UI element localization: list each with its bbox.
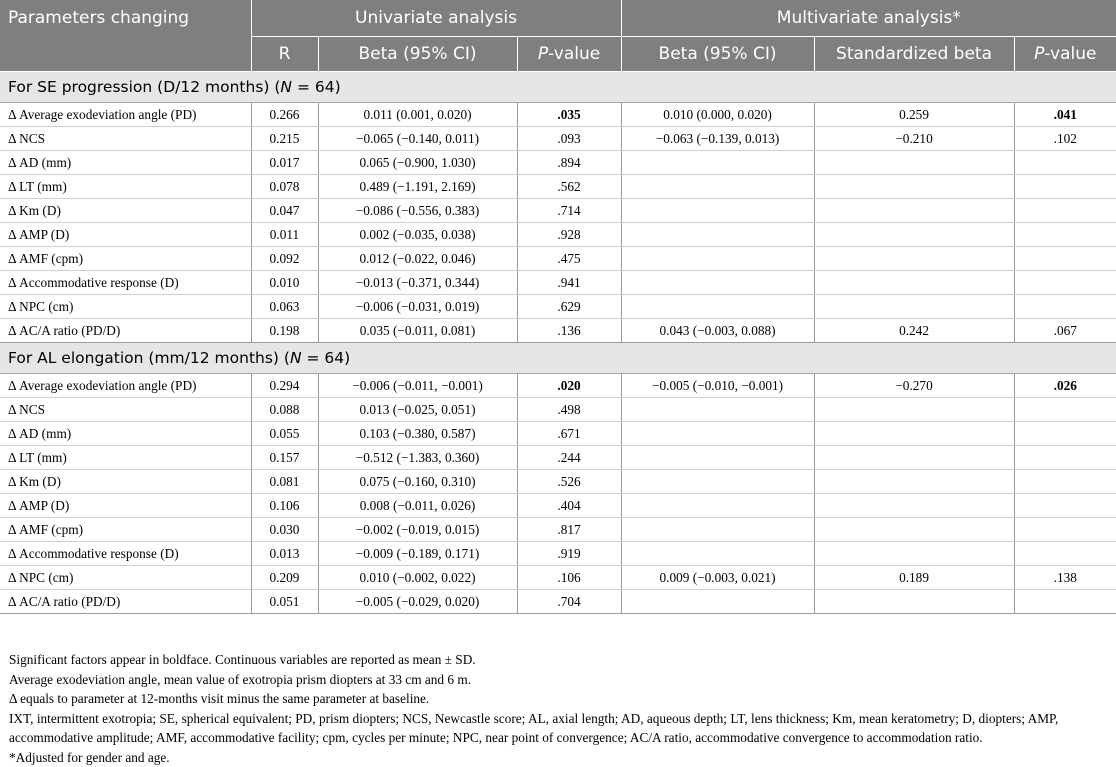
table-row bbox=[0, 542, 1116, 566]
table-row bbox=[0, 199, 1116, 223]
parameter-cell: Δ NCS bbox=[0, 398, 251, 422]
beta-univariate-cell: −0.065 (−0.140, 0.011) bbox=[318, 127, 517, 151]
p-value-univariate-cell: .919 bbox=[517, 542, 621, 566]
p-value-univariate-cell: .894 bbox=[517, 151, 621, 175]
beta-multivariate-cell: −0.063 (−0.139, 0.013) bbox=[621, 127, 814, 151]
section-header-row bbox=[0, 343, 1116, 374]
p-value-multivariate-cell: .138 bbox=[1014, 566, 1116, 590]
beta-multivariate-cell bbox=[621, 271, 814, 295]
parameter-cell: Δ NCS bbox=[0, 127, 251, 151]
standardized-beta-cell bbox=[814, 247, 1014, 271]
parameter-cell: Δ Accommodative response (D) bbox=[0, 542, 251, 566]
p-value-multivariate-cell bbox=[1014, 271, 1116, 295]
beta-multivariate-cell bbox=[621, 470, 814, 494]
table-row bbox=[0, 398, 1116, 422]
standardized-beta-cell bbox=[814, 175, 1014, 199]
parameter-cell: Δ Km (D) bbox=[0, 199, 251, 223]
beta-univariate-cell: 0.103 (−0.380, 0.587) bbox=[318, 422, 517, 446]
p-value-univariate-cell: .093 bbox=[517, 127, 621, 151]
standardized-beta-cell: 0.259 bbox=[814, 103, 1014, 127]
p-value-multivariate-cell bbox=[1014, 518, 1116, 542]
standardized-beta-cell bbox=[814, 199, 1014, 223]
p-value-multivariate-cell: .102 bbox=[1014, 127, 1116, 151]
section-header-row bbox=[0, 72, 1116, 103]
beta-multivariate-cell bbox=[621, 295, 814, 319]
beta-univariate-cell: −0.005 (−0.029, 0.020) bbox=[318, 590, 517, 614]
r-cell: 0.106 bbox=[251, 494, 318, 518]
table-row bbox=[0, 566, 1116, 590]
beta-multivariate-cell: −0.005 (−0.010, −0.001) bbox=[621, 374, 814, 398]
p-value-univariate-cell: .704 bbox=[517, 590, 621, 614]
table-row bbox=[0, 470, 1116, 494]
beta-univariate-cell: −0.086 (−0.556, 0.383) bbox=[318, 199, 517, 223]
beta-multivariate-cell bbox=[621, 422, 814, 446]
standardized-beta-cell bbox=[814, 223, 1014, 247]
standardized-beta-cell bbox=[814, 398, 1014, 422]
parameter-cell: Δ LT (mm) bbox=[0, 175, 251, 199]
r-cell: 0.209 bbox=[251, 566, 318, 590]
beta-multivariate-cell bbox=[621, 175, 814, 199]
beta-univariate-cell: 0.011 (0.001, 0.020) bbox=[318, 103, 517, 127]
parameter-cell: Δ Accommodative response (D) bbox=[0, 271, 251, 295]
r-cell: 0.010 bbox=[251, 271, 318, 295]
section-title bbox=[0, 72, 1116, 103]
p-value-multivariate-cell bbox=[1014, 199, 1116, 223]
table-row bbox=[0, 295, 1116, 319]
p-value-univariate-cell: .244 bbox=[517, 446, 621, 470]
table-row bbox=[0, 518, 1116, 542]
beta-univariate-cell: −0.006 (−0.031, 0.019) bbox=[318, 295, 517, 319]
beta-univariate-cell: −0.512 (−1.383, 0.360) bbox=[318, 446, 517, 470]
p-value-multivariate-cell bbox=[1014, 247, 1116, 271]
standardized-beta-cell: 0.242 bbox=[814, 319, 1014, 343]
parameter-cell: Δ AD (mm) bbox=[0, 422, 251, 446]
table-row bbox=[0, 247, 1116, 271]
beta-multivariate-cell bbox=[621, 199, 814, 223]
beta-univariate-column-header: Beta (95% CI) bbox=[318, 37, 517, 72]
standardized-beta-cell bbox=[814, 470, 1014, 494]
standardized-beta-cell: 0.189 bbox=[814, 566, 1014, 590]
section-title bbox=[0, 343, 1116, 374]
beta-univariate-cell: 0.065 (−0.900, 1.030) bbox=[318, 151, 517, 175]
parameter-cell: Δ AMP (D) bbox=[0, 223, 251, 247]
parameter-cell: Δ NPC (cm) bbox=[0, 566, 251, 590]
parameters-column-header: Parameters changing bbox=[0, 0, 251, 72]
p-value-univariate-cell: .714 bbox=[517, 199, 621, 223]
parameter-cell: Δ Km (D) bbox=[0, 470, 251, 494]
r-cell: 0.092 bbox=[251, 247, 318, 271]
p-value-multivariate-cell: .041 bbox=[1014, 103, 1116, 127]
p-value-multivariate-cell bbox=[1014, 590, 1116, 614]
beta-multivariate-cell bbox=[621, 590, 814, 614]
table-row bbox=[0, 319, 1116, 343]
section-title-prefix: For SE progression (D/12 months) ( bbox=[8, 78, 280, 96]
standardized-beta-cell bbox=[814, 295, 1014, 319]
r-cell: 0.294 bbox=[251, 374, 318, 398]
r-cell: 0.013 bbox=[251, 542, 318, 566]
parameter-cell: Δ AMF (cpm) bbox=[0, 247, 251, 271]
table-row bbox=[0, 223, 1116, 247]
r-cell: 0.047 bbox=[251, 199, 318, 223]
table-row bbox=[0, 175, 1116, 199]
r-cell: 0.078 bbox=[251, 175, 318, 199]
multivariate-group-header: Multivariate analysis* bbox=[621, 0, 1116, 37]
section-title-suffix: = 64) bbox=[302, 349, 351, 367]
beta-univariate-cell: 0.013 (−0.025, 0.051) bbox=[318, 398, 517, 422]
beta-univariate-cell: −0.006 (−0.011, −0.001) bbox=[318, 374, 517, 398]
table-row bbox=[0, 590, 1116, 614]
section-title-n: N bbox=[280, 78, 292, 96]
beta-univariate-cell: 0.489 (−1.191, 2.169) bbox=[318, 175, 517, 199]
p-value-multivariate-cell bbox=[1014, 223, 1116, 247]
table-footnotes bbox=[9, 650, 1113, 767]
standardized-beta-column-header: Standardized beta bbox=[814, 37, 1014, 72]
beta-multivariate-cell: 0.009 (−0.003, 0.021) bbox=[621, 566, 814, 590]
p-value-multivariate-cell bbox=[1014, 446, 1116, 470]
p-value-multivariate-cell bbox=[1014, 175, 1116, 199]
footnote: Average exodeviation angle, mean value of exotropia prism diopters at 33 cm and 6 m. bbox=[9, 670, 1113, 690]
r-cell: 0.157 bbox=[251, 446, 318, 470]
table-row bbox=[0, 271, 1116, 295]
r-cell: 0.198 bbox=[251, 319, 318, 343]
p-value-multivariate-cell bbox=[1014, 295, 1116, 319]
p-value-multivariate-cell: .026 bbox=[1014, 374, 1116, 398]
table-row bbox=[0, 374, 1116, 398]
parameter-cell: Δ AC/A ratio (PD/D) bbox=[0, 319, 251, 343]
parameter-cell: Δ AMP (D) bbox=[0, 494, 251, 518]
beta-multivariate-cell bbox=[621, 151, 814, 175]
standardized-beta-cell bbox=[814, 446, 1014, 470]
p-value-multivariate-column-header bbox=[1014, 37, 1116, 72]
p-value-multivariate-cell bbox=[1014, 422, 1116, 446]
p-rest: -value bbox=[548, 44, 600, 64]
parameter-cell: Δ AC/A ratio (PD/D) bbox=[0, 590, 251, 614]
beta-univariate-cell: 0.008 (−0.011, 0.026) bbox=[318, 494, 517, 518]
p-italic: P bbox=[1034, 44, 1044, 64]
p-value-univariate-cell: .106 bbox=[517, 566, 621, 590]
section-title-suffix: = 64) bbox=[292, 78, 341, 96]
p-value-multivariate-cell bbox=[1014, 494, 1116, 518]
standardized-beta-cell: −0.270 bbox=[814, 374, 1014, 398]
p-value-univariate-cell: .562 bbox=[517, 175, 621, 199]
p-value-multivariate-cell bbox=[1014, 542, 1116, 566]
standardized-beta-cell bbox=[814, 590, 1014, 614]
standardized-beta-cell bbox=[814, 422, 1014, 446]
parameter-cell: Δ AMF (cpm) bbox=[0, 518, 251, 542]
footnote: *Adjusted for gender and age. bbox=[9, 748, 1113, 767]
p-value-multivariate-cell bbox=[1014, 398, 1116, 422]
r-cell: 0.017 bbox=[251, 151, 318, 175]
standardized-beta-cell bbox=[814, 542, 1014, 566]
beta-univariate-cell: 0.002 (−0.035, 0.038) bbox=[318, 223, 517, 247]
p-value-univariate-cell: .526 bbox=[517, 470, 621, 494]
table-row bbox=[0, 494, 1116, 518]
table-body bbox=[0, 72, 1116, 614]
table-row bbox=[0, 151, 1116, 175]
beta-univariate-cell: −0.002 (−0.019, 0.015) bbox=[318, 518, 517, 542]
p-italic: P bbox=[538, 44, 548, 64]
standardized-beta-cell: −0.210 bbox=[814, 127, 1014, 151]
p-value-univariate-cell: .020 bbox=[517, 374, 621, 398]
parameter-cell: Δ Average exodeviation angle (PD) bbox=[0, 374, 251, 398]
r-column-header: R bbox=[251, 37, 318, 72]
beta-multivariate-cell: 0.043 (−0.003, 0.088) bbox=[621, 319, 814, 343]
standardized-beta-cell bbox=[814, 151, 1014, 175]
p-value-univariate-cell: .671 bbox=[517, 422, 621, 446]
p-value-univariate-cell: .941 bbox=[517, 271, 621, 295]
r-cell: 0.088 bbox=[251, 398, 318, 422]
p-rest: -value bbox=[1044, 44, 1096, 64]
p-value-univariate-cell: .035 bbox=[517, 103, 621, 127]
p-value-multivariate-cell bbox=[1014, 470, 1116, 494]
parameter-cell: Δ Average exodeviation angle (PD) bbox=[0, 103, 251, 127]
r-cell: 0.063 bbox=[251, 295, 318, 319]
r-cell: 0.266 bbox=[251, 103, 318, 127]
beta-multivariate-column-header: Beta (95% CI) bbox=[621, 37, 814, 72]
table-row bbox=[0, 446, 1116, 470]
parameter-cell: Δ NPC (cm) bbox=[0, 295, 251, 319]
table-row bbox=[0, 422, 1116, 446]
p-value-univariate-cell: .498 bbox=[517, 398, 621, 422]
beta-univariate-cell: −0.013 (−0.371, 0.344) bbox=[318, 271, 517, 295]
beta-multivariate-cell: 0.010 (0.000, 0.020) bbox=[621, 103, 814, 127]
p-value-univariate-cell: .629 bbox=[517, 295, 621, 319]
section-title-n: N bbox=[290, 349, 302, 367]
beta-univariate-cell: 0.035 (−0.011, 0.081) bbox=[318, 319, 517, 343]
p-value-univariate-cell: .475 bbox=[517, 247, 621, 271]
parameter-cell: Δ AD (mm) bbox=[0, 151, 251, 175]
p-value-univariate-cell: .404 bbox=[517, 494, 621, 518]
beta-univariate-cell: 0.012 (−0.022, 0.046) bbox=[318, 247, 517, 271]
beta-univariate-cell: −0.009 (−0.189, 0.171) bbox=[318, 542, 517, 566]
beta-multivariate-cell bbox=[621, 494, 814, 518]
section-title-prefix: For AL elongation (mm/12 months) ( bbox=[8, 349, 290, 367]
beta-multivariate-cell bbox=[621, 518, 814, 542]
p-value-multivariate-cell bbox=[1014, 151, 1116, 175]
p-value-univariate-column-header bbox=[517, 37, 621, 72]
beta-univariate-cell: 0.010 (−0.002, 0.022) bbox=[318, 566, 517, 590]
r-cell: 0.215 bbox=[251, 127, 318, 151]
standardized-beta-cell bbox=[814, 271, 1014, 295]
p-value-univariate-cell: .928 bbox=[517, 223, 621, 247]
standardized-beta-cell bbox=[814, 518, 1014, 542]
parameter-cell: Δ LT (mm) bbox=[0, 446, 251, 470]
beta-multivariate-cell bbox=[621, 223, 814, 247]
r-cell: 0.081 bbox=[251, 470, 318, 494]
footnote: IXT, intermittent exotropia; SE, spherical equivalent; PD, prism diopters; NCS, Newcastle score; AL, axial length; AD, aqueous depth; LT, lens thickness; Km, mean keratometry; D, diopters; AMP, accommodative amplitude; AMF, accommodative facility; cpm, cycles per minute; NPC, near point of convergence; AC/A ratio, accommodative convergence to accommodation ratio. bbox=[9, 709, 1113, 748]
table-row bbox=[0, 127, 1116, 151]
footnote: Δ equals to parameter at 12-months visit minus the same parameter at baseline. bbox=[9, 689, 1113, 709]
r-cell: 0.030 bbox=[251, 518, 318, 542]
beta-multivariate-cell bbox=[621, 542, 814, 566]
footnote: Significant factors appear in boldface. Continuous variables are reported as mean ± SD. bbox=[9, 650, 1113, 670]
r-cell: 0.055 bbox=[251, 422, 318, 446]
table-header bbox=[0, 0, 1116, 72]
table-row bbox=[0, 103, 1116, 127]
p-value-univariate-cell: .136 bbox=[517, 319, 621, 343]
r-cell: 0.011 bbox=[251, 223, 318, 247]
header-row-top bbox=[0, 0, 1116, 37]
beta-univariate-cell: 0.075 (−0.160, 0.310) bbox=[318, 470, 517, 494]
standardized-beta-cell bbox=[814, 494, 1014, 518]
beta-multivariate-cell bbox=[621, 446, 814, 470]
p-value-multivariate-cell: .067 bbox=[1014, 319, 1116, 343]
beta-multivariate-cell bbox=[621, 398, 814, 422]
r-cell: 0.051 bbox=[251, 590, 318, 614]
univariate-group-header: Univariate analysis bbox=[251, 0, 621, 37]
p-value-univariate-cell: .817 bbox=[517, 518, 621, 542]
beta-multivariate-cell bbox=[621, 247, 814, 271]
